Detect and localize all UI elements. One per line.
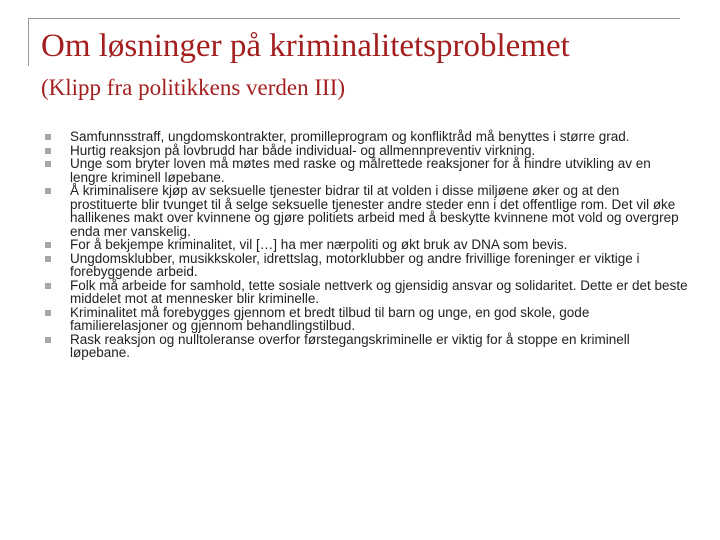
square-bullet-icon bbox=[45, 256, 51, 262]
bullet-item bbox=[40, 333, 690, 360]
square-bullet-icon bbox=[45, 188, 51, 194]
square-bullet-icon bbox=[45, 161, 51, 167]
bullet-text: Kriminalitet må forebygges gjennom et bredt tilbud til barn og unge, en god skole, gode familierelasjoner og gjennom behandlingstilbud. bbox=[70, 304, 590, 333]
bullet-text: Folk må arbeide for samhold, tette sosiale nettverk og gjensidig ansvar og solidaritet. Dette er det beste middelet mot at mennesker blir kriminelle. bbox=[70, 277, 688, 306]
bullet-text: Samfunnsstraff, ungdomskontrakter, promilleprogram og konfliktråd må benyttes i større grad. bbox=[70, 129, 630, 144]
bullet-item bbox=[40, 279, 690, 306]
square-bullet-icon bbox=[45, 283, 51, 289]
bullet-item bbox=[40, 184, 690, 238]
bullet-text: For å bekjempe kriminalitet, vil […] ha mer nærpoliti og økt bruk av DNA som bevis. bbox=[70, 237, 568, 252]
square-bullet-icon bbox=[45, 310, 51, 316]
bullet-text: Ungdomsklubber, musikkskoler, idrettslag, motorklubber og andre frivillige foreninger er viktige i forebyggende arbeid. bbox=[70, 250, 640, 279]
bullet-item bbox=[40, 252, 690, 279]
bullet-list bbox=[40, 130, 690, 360]
bullet-item bbox=[40, 306, 690, 333]
bullet-item bbox=[40, 144, 690, 158]
square-bullet-icon bbox=[45, 242, 51, 248]
bullet-item bbox=[40, 238, 690, 252]
bullet-item bbox=[40, 157, 690, 184]
title-frame-top-line bbox=[28, 18, 680, 19]
slide-subtitle: (Klipp fra politikkens verden III) bbox=[41, 75, 346, 100]
title-frame-left-line bbox=[28, 18, 29, 66]
bullet-text: Å kriminalisere kjøp av seksuelle tjenester bidrar til at volden i disse miljøene øker og at den prostituerte blir tvunget til å selge seksuelle tjenester andre steder enn i det offentlige rom. Det vil øke hallikenes makt over kvinnene og gjøre politiets arbeid med å beskytte kvinnene mot vold og overgrep enda mer vanskelig. bbox=[70, 183, 679, 239]
bullet-text: Unge som bryter loven må møtes med raske og målrettede reaksjoner for å hindre utvikling av en lengre kriminell løpebane. bbox=[70, 156, 651, 185]
bullet-text: Hurtig reaksjon på lovbrudd har både individual- og allmennpreventiv virkning. bbox=[70, 142, 536, 158]
bullet-text: Rask reaksjon og nulltoleranse overfor førstegangskriminelle er viktig for å stoppe en kriminell løpebane. bbox=[70, 331, 630, 360]
square-bullet-icon bbox=[45, 134, 51, 140]
square-bullet-icon bbox=[45, 148, 51, 154]
slide-title: Om løsninger på kriminalitetsproblemet bbox=[41, 28, 570, 64]
bullet-item bbox=[40, 130, 690, 144]
square-bullet-icon bbox=[45, 337, 51, 343]
